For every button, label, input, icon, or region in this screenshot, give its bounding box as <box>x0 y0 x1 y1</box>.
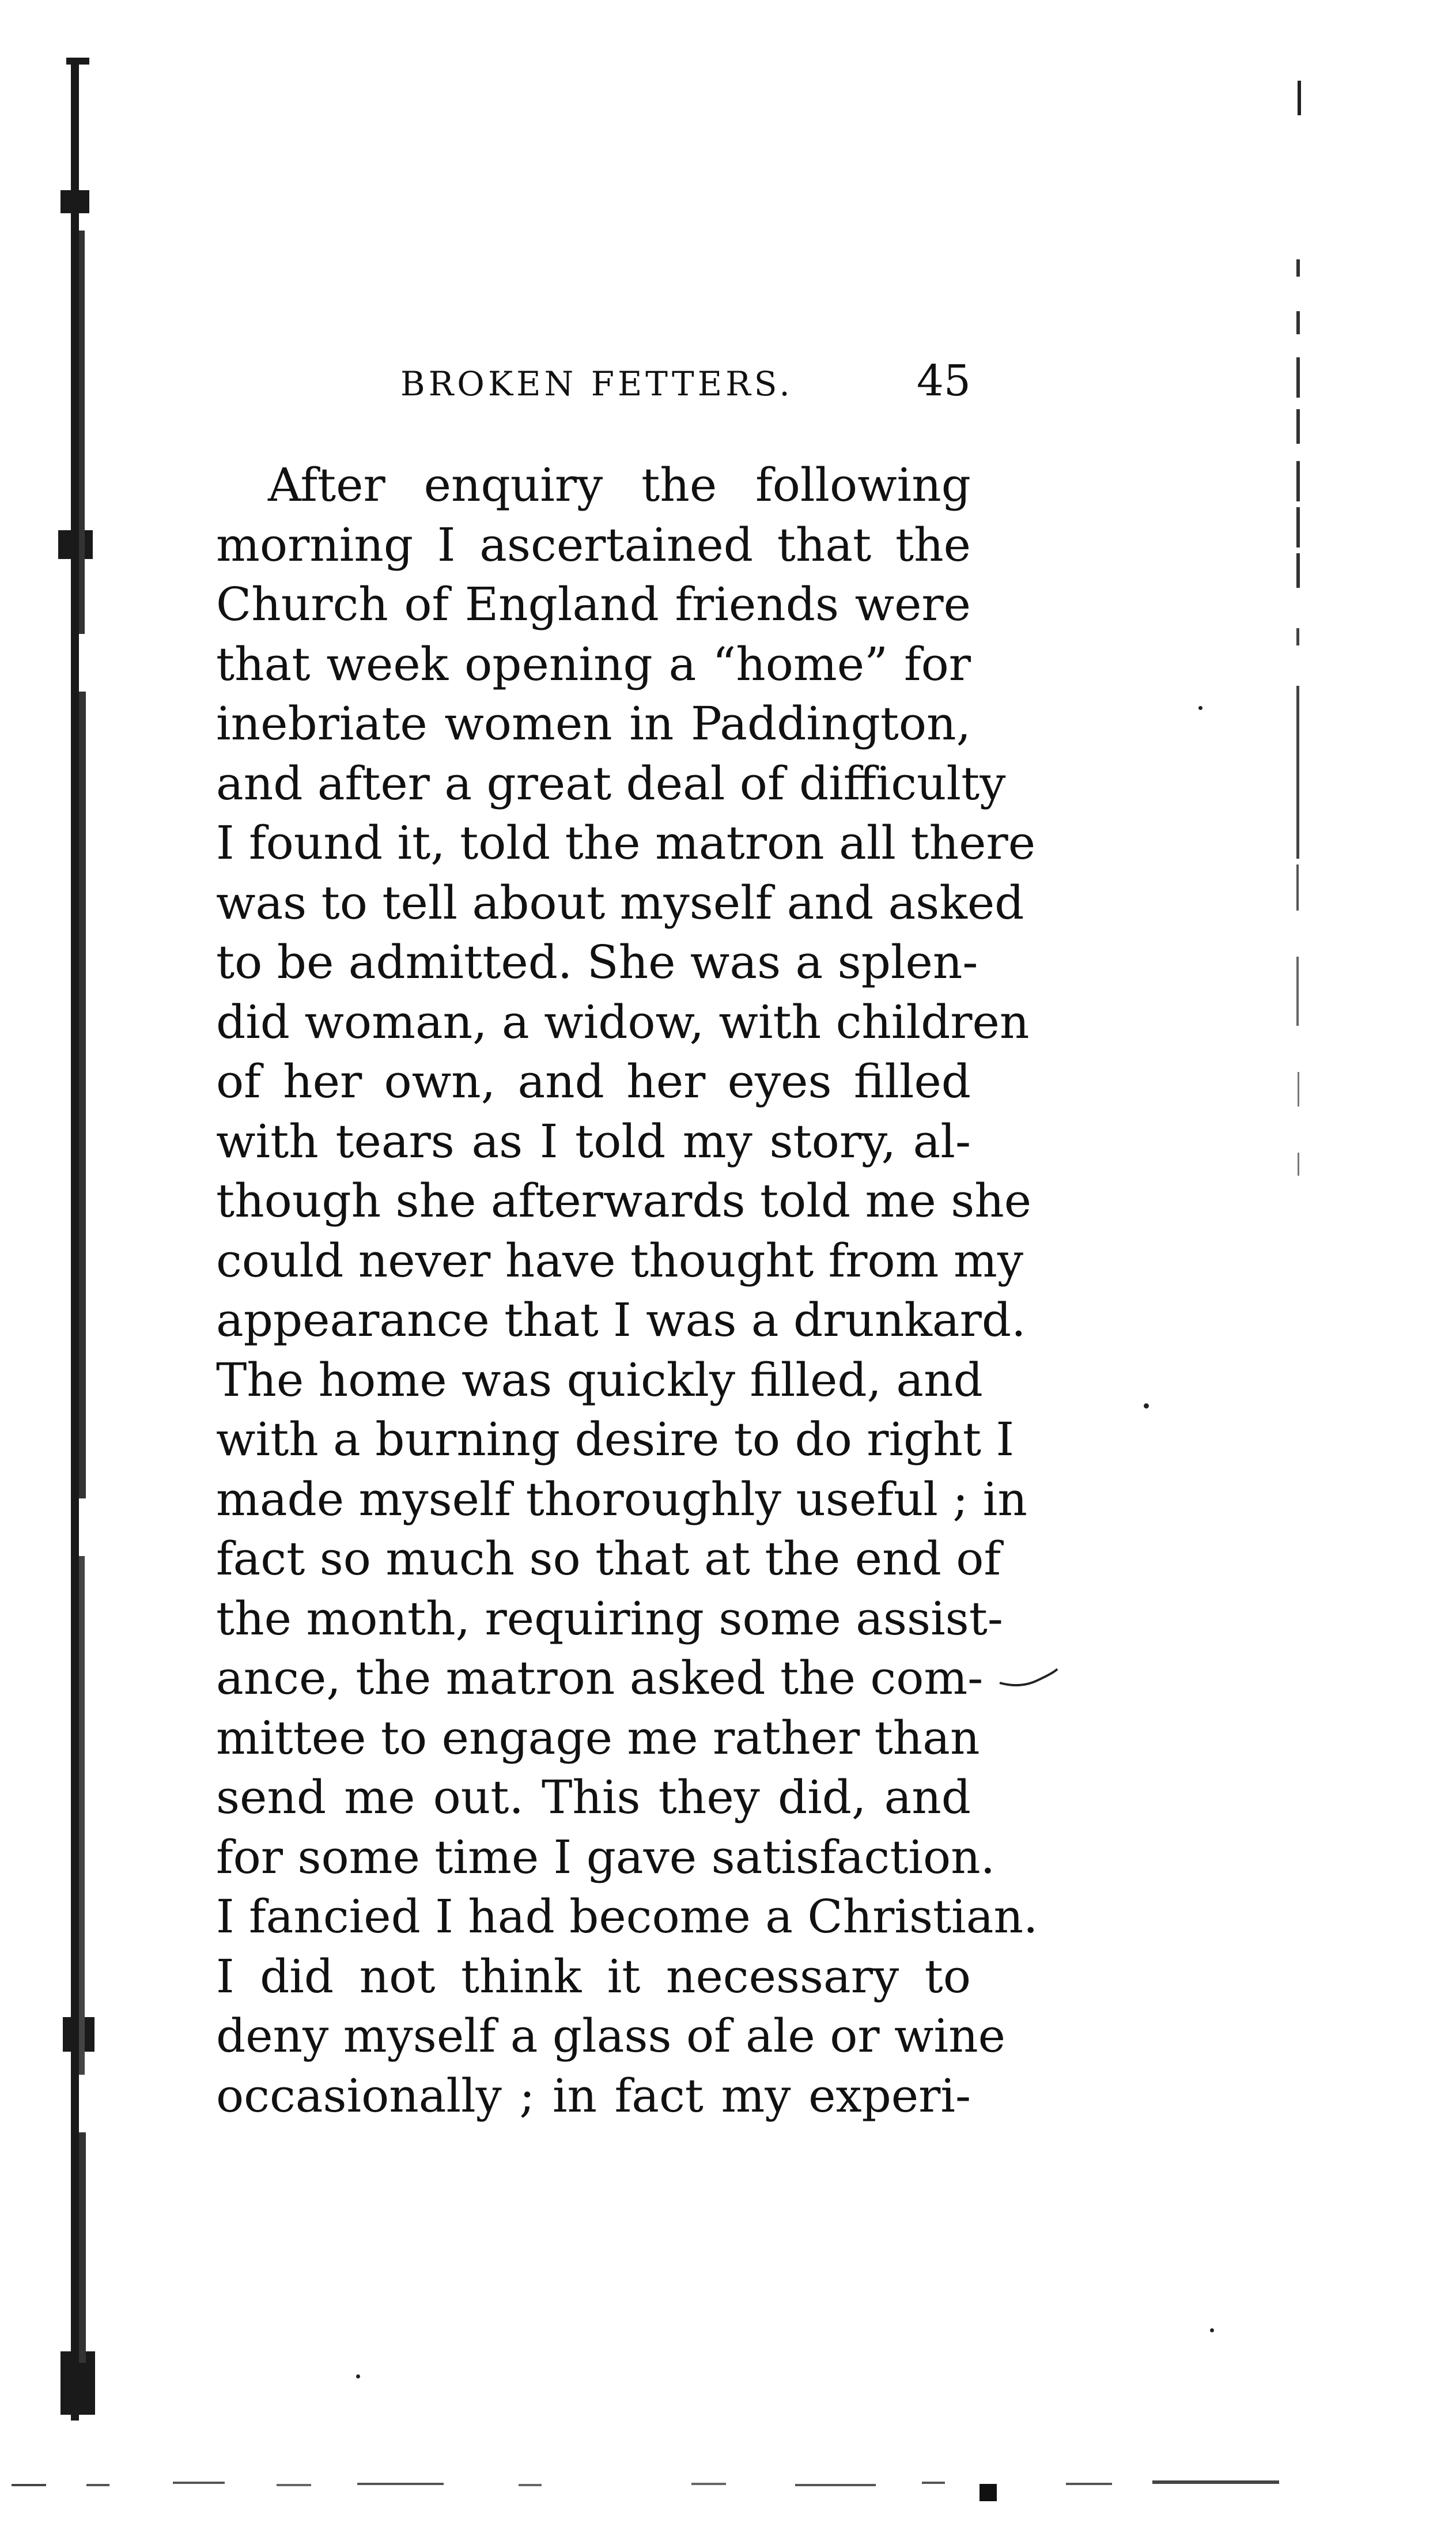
pencil-mark <box>997 1660 1060 1694</box>
text-line: morning I ascertained that the <box>216 518 971 572</box>
text-line: to be admitted. She was a splen- <box>216 935 978 989</box>
text-line: made myself thoroughly useful ; in <box>216 1472 1027 1526</box>
text-line: mittee to engage me rather than <box>216 1710 980 1765</box>
text-line: for some time I gave satisfaction. <box>216 1830 996 1884</box>
text-line: I found it, told the matron all there <box>216 816 1036 870</box>
text-line: Church of England friends were <box>216 577 971 631</box>
text-line: appearance that I was a drunkard. <box>216 1293 1026 1347</box>
bottom-edge-scan <box>0 2467 1456 2501</box>
text-line: of her own, and her eyes filled <box>216 1055 971 1108</box>
text-line: that week opening a “home” for <box>216 637 971 691</box>
body-text <box>216 455 1038 2125</box>
text-line: ance, the matron asked the com- <box>216 1651 984 1705</box>
text-line: fact so much so that at the end of <box>216 1532 1001 1585</box>
binding-edge-scan <box>55 58 107 2421</box>
text-line: with a burning desire to do right I <box>216 1413 1015 1466</box>
ink-fleck <box>356 2374 360 2378</box>
text-line: inebriate women in Paddington, <box>216 697 971 750</box>
text-line: did woman, a widow, with children <box>216 995 1030 1049</box>
text-line: occasionally ; in fact my experi- <box>216 2068 971 2123</box>
ink-fleck <box>1144 1403 1149 1409</box>
text-line: The home was quickly filled, and <box>216 1353 983 1407</box>
page-number: 45 <box>916 356 971 406</box>
text-line: I did not think it necessary to <box>216 1949 971 2003</box>
text-line: and after a great deal of difficulty <box>216 756 1006 810</box>
text-line: deny myself a glass of ale or wine <box>216 2009 1005 2063</box>
ink-fleck <box>1210 2328 1214 2332</box>
running-title: BROKEN FETTERS. <box>400 364 793 403</box>
ink-fleck <box>1198 706 1202 710</box>
text-line: the month, requiring some assist- <box>216 1591 1003 1645</box>
page-header <box>216 356 971 414</box>
text-line: though she afterwards told me she <box>216 1174 1032 1228</box>
text-line: I fancied I had become a Christian. <box>216 1890 1038 1943</box>
text-line: could never have thought from my <box>216 1233 1024 1287</box>
right-edge-scan <box>1285 58 1319 2478</box>
text-line: send me out. This they did, and <box>216 1770 971 1824</box>
text-line: with tears as I told my story, al- <box>216 1114 971 1168</box>
text-line: was to tell about myself and asked <box>216 875 1024 930</box>
text-line: After enquiry the following <box>268 458 971 512</box>
